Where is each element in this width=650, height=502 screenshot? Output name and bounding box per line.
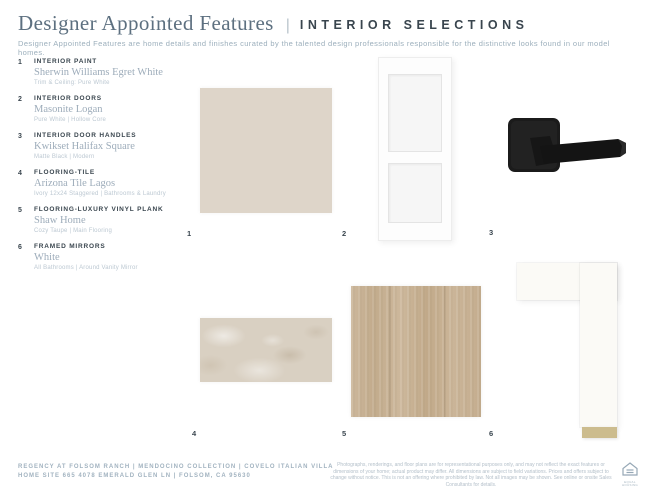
list-item-framed-mirrors	[18, 243, 186, 272]
swatch-label-4: 4	[192, 429, 197, 438]
swatch-label-6: 6	[489, 429, 494, 438]
item-body	[34, 132, 186, 161]
item-body	[34, 95, 186, 124]
selections-list	[18, 58, 186, 280]
mirror-frame-swatch	[517, 263, 617, 438]
lvp-flooring-swatch	[351, 286, 481, 417]
item-number: 3	[18, 133, 22, 140]
swatch-label-3: 3	[489, 228, 494, 237]
item-category: FLOORING-LUXURY VINYL PLANK	[34, 206, 164, 213]
swatch-label-1: 1	[187, 229, 192, 238]
community-line-1: REGENCY AT FOLSOM RANCH | MENDOCINO COLLECTION | COVELO ITALIAN VILLA	[18, 464, 334, 470]
door-panel-top	[388, 74, 442, 152]
item-product: Masonite Logan	[34, 104, 103, 115]
legal-disclaimer: Photographs, renderings, and floor plans are for representational purposes only, and may not reflect the exact features or dimensions of your home; actual product may differ. All dimensions are subject to field variations. Prices and offers subject to change without notice. This is not an offering where prohibited by law. Not all images may be shown. See online or onsite Sales Consultants for details.	[330, 462, 612, 488]
tile-flooring-swatch	[200, 318, 332, 382]
list-item-flooring-lvp	[18, 206, 186, 235]
item-product: Arizona Tile Lagos	[34, 178, 116, 189]
list-item-door-handles	[18, 132, 186, 161]
interior-door-swatch	[378, 57, 452, 241]
item-body	[34, 58, 186, 87]
item-detail: Pure White | Hollow Core	[34, 117, 107, 123]
item-product: Kwikset Halifax Square	[34, 141, 135, 152]
list-item-interior-doors	[18, 95, 186, 124]
door-handle-swatch	[500, 110, 632, 176]
item-detail: Cozy Taupe | Main Flooring	[34, 228, 113, 234]
list-item-interior-paint	[18, 58, 186, 87]
item-product: Shaw Home	[34, 215, 86, 226]
item-category: INTERIOR PAINT	[34, 58, 98, 65]
swatch-label-5: 5	[342, 429, 347, 438]
item-category: INTERIOR DOOR HANDLES	[34, 132, 137, 139]
page-subtitle: Designer Appointed Features are home details and finishes curated by the talented design professionals responsible for the distinctive looks found in our model homes.	[18, 39, 610, 57]
paint-color-swatch	[200, 88, 332, 213]
title-divider: |	[285, 17, 290, 34]
item-detail: Trim & Ceiling: Pure White	[34, 80, 110, 86]
swatch-label-2: 2	[342, 229, 347, 238]
item-number: 4	[18, 170, 22, 177]
equal-housing-caption: EQUAL HOUSING	[621, 480, 639, 487]
item-body	[34, 243, 186, 272]
item-category: FRAMED MIRRORS	[34, 243, 106, 250]
door-panel-bottom	[388, 163, 442, 223]
item-product: White	[34, 252, 60, 263]
item-category: FLOORING-TILE	[34, 169, 95, 176]
item-detail: Matte Black | Modern	[34, 154, 95, 160]
mirror-frame-base-cap	[582, 427, 617, 438]
community-line-2: HOME SITE 665 4078 EMERALD GLEN LN | FOLSOM, CA 95630	[18, 473, 251, 479]
item-detail: Ivory 12x24 Staggered | Bathrooms & Laundry	[34, 191, 166, 197]
item-number: 6	[18, 244, 22, 251]
item-number: 5	[18, 207, 22, 214]
item-category: INTERIOR DOORS	[34, 95, 102, 102]
item-number: 2	[18, 96, 22, 103]
item-detail: All Bathrooms | Around Vanity Mirror	[34, 265, 138, 271]
item-product: Sherwin Williams Egret White	[34, 67, 163, 78]
item-body	[34, 206, 186, 235]
list-item-flooring-tile	[18, 169, 186, 198]
page-title-caps: INTERIOR SELECTIONS	[299, 18, 529, 32]
mirror-frame-side-bar	[580, 263, 617, 427]
item-number: 1	[18, 59, 22, 66]
equal-housing-logo	[619, 462, 641, 487]
item-body	[34, 169, 186, 198]
page-title-serif: Designer Appointed Features	[18, 11, 274, 35]
community-info	[18, 463, 333, 481]
page-title	[18, 11, 528, 36]
equal-housing-house-icon	[622, 462, 638, 476]
